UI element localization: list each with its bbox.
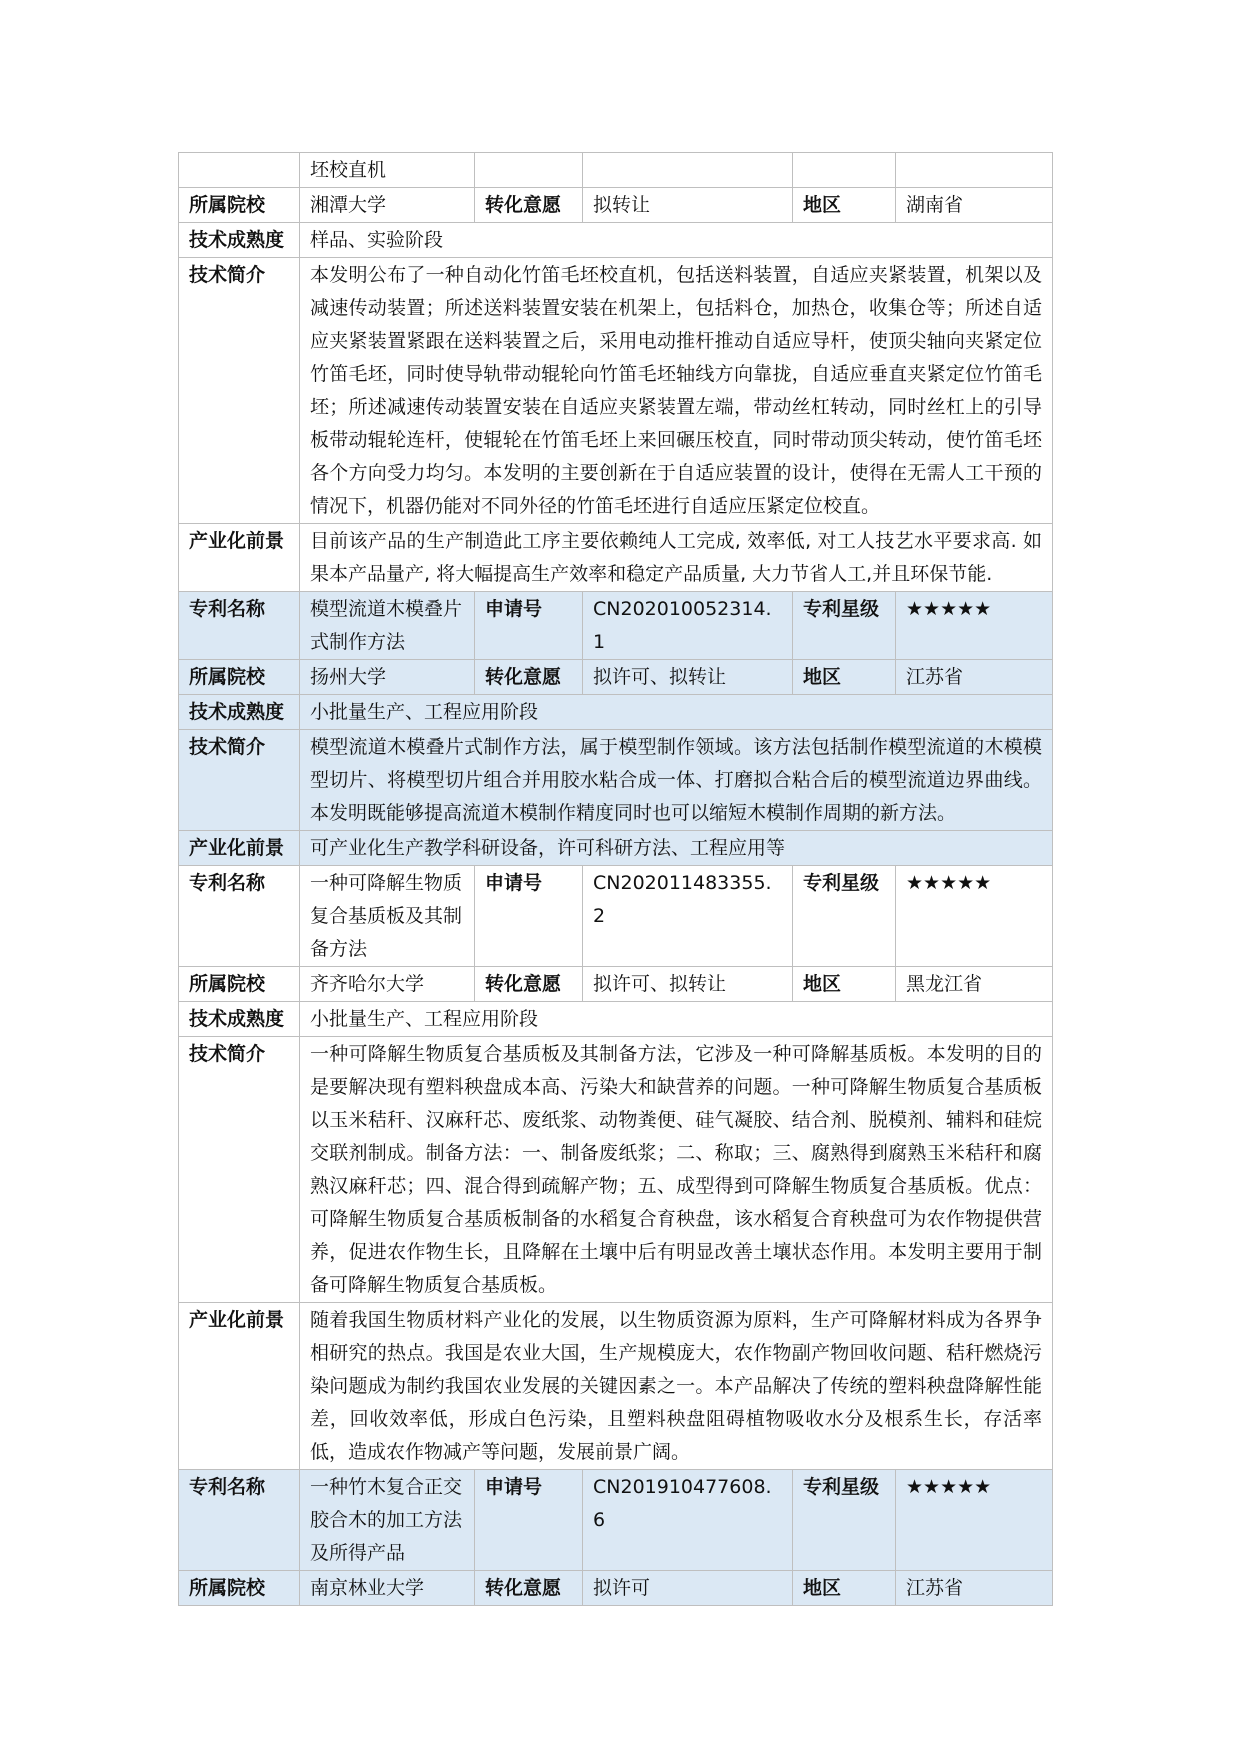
region-label: 地区 — [793, 188, 896, 223]
patent-3-stars: ★★★★★ — [896, 866, 1053, 967]
patent-stars-label: 专利星级 — [793, 1470, 896, 1571]
summary-label: 技术简介 — [179, 730, 300, 831]
application-no-label: 申请号 — [475, 866, 583, 967]
patent-2-prospects-row — [179, 831, 1053, 866]
patent-2-region: 江苏省 — [896, 660, 1053, 695]
patent-1-summary-row — [179, 258, 1053, 524]
region-label: 地区 — [793, 967, 896, 1002]
patent-3-application-no: CN202011483355.2 — [583, 866, 793, 967]
patent-2-stars: ★★★★★ — [896, 592, 1053, 660]
patent-1-summary: 本发明公布了一种自动化竹笛毛坯校直机，包括送料装置，自适应夹紧装置，机架以及减速传动装置；所述送料装置安装在机架上，包括料仓，加热仓，收集仓等；所述自适应夹紧装置紧跟在送料装置之后，采用电动推杆推动自适应导杆，使顶尖轴向夹紧定位竹笛毛坯，同时使导轨带动辊轮向竹笛毛坯轴线方向靠拢，自适应垂直夹紧定位竹笛毛坯；所述减速传动装置安装在自适应夹紧装置左端，带动丝杠转动，同时丝杠上的引导板带动辊轮连杆，使辊轮在竹笛毛坯上来回碾压校直，同时带动顶尖转动，使竹笛毛坯各个方向受力均匀。本发明的主要创新在于自适应装置的设计，使得在无需人工干预的情况下，机器仍能对不同外径的竹笛毛坯进行自适应压紧定位校直。 — [300, 258, 1053, 524]
patent-4-region: 江苏省 — [896, 1571, 1053, 1606]
empty-cell — [475, 153, 583, 188]
patent-3-summary-row — [179, 1037, 1053, 1303]
patent-1-region: 湖南省 — [896, 188, 1053, 223]
patent-1-name-tail: 坯校直机 — [300, 153, 475, 188]
patent-1-maturity: 样品、实验阶段 — [300, 223, 1053, 258]
patent-2-prospects: 可产业化生产教学科研设备，许可科研方法、工程应用等 — [300, 831, 1053, 866]
patent-stars-label: 专利星级 — [793, 866, 896, 967]
empty-cell — [583, 153, 793, 188]
patent-4-application-no: CN201910477608.6 — [583, 1470, 793, 1571]
patent-3-maturity-row — [179, 1002, 1053, 1037]
patent-3-maturity: 小批量生产、工程应用阶段 — [300, 1002, 1053, 1037]
patent-1-transfer-intent: 拟转让 — [583, 188, 793, 223]
patent-2-summary-row — [179, 730, 1053, 831]
patent-1-maturity-row — [179, 223, 1053, 258]
patent-2-school-row — [179, 660, 1053, 695]
patent-name-label: 专利名称 — [179, 592, 300, 660]
summary-label: 技术简介 — [179, 258, 300, 524]
patent-name-label: 专利名称 — [179, 866, 300, 967]
prospects-label: 产业化前景 — [179, 831, 300, 866]
patent-2-summary: 模型流道木模叠片式制作方法，属于模型制作领域。该方法包括制作模型流道的木模模型切片、将模型切片组合并用胶水粘合成一体、打磨拟合粘合后的模型流道边界曲线。本发明既能够提高流道木模制作精度同时也可以缩短木模制作周期的新方法。 — [300, 730, 1053, 831]
patent-3-summary: 一种可降解生物质复合基质板及其制备方法，它涉及一种可降解基质板。本发明的目的是要解决现有塑料秧盘成本高、污染大和缺营养的问题。一种可降解生物质复合基质板以玉米秸秆、汉麻秆芯、废纸浆、动物粪便、硅气凝胶、结合剂、脱模剂、辅料和硅烷交联剂制成。制备方法：一、制备废纸浆；二、称取；三、腐熟得到腐熟玉米秸秆和腐熟汉麻秆芯；四、混合得到疏解产物；五、成型得到可降解生物质复合基质板。优点：可降解生物质复合基质板制备的水稻复合育秧盘，该水稻复合育秧盘可为农作物提供营养，促进农作物生长，且降解在土壤中后有明显改善土壤状态作用。本发明主要用于制备可降解生物质复合基质板。 — [300, 1037, 1053, 1303]
patent-4-school-row — [179, 1571, 1053, 1606]
university-label: 所属院校 — [179, 967, 300, 1002]
maturity-label: 技术成熟度 — [179, 1002, 300, 1037]
transfer-intent-label: 转化意愿 — [475, 188, 583, 223]
summary-label: 技术简介 — [179, 1037, 300, 1303]
university-label: 所属院校 — [179, 188, 300, 223]
patent-1-school-row — [179, 188, 1053, 223]
patent-3-school-row — [179, 967, 1053, 1002]
application-no-label: 申请号 — [475, 1470, 583, 1571]
patent-1-prospects: 目前该产品的生产制造此工序主要依赖纯人工完成, 效率低, 对工人技艺水平要求高. 如果本产品量产, 将大幅提高生产效率和稳定产品质量, 大力节省人工,并且环保节能. — [300, 524, 1053, 592]
patent-3-university: 齐齐哈尔大学 — [300, 967, 475, 1002]
maturity-label: 技术成熟度 — [179, 695, 300, 730]
patent-stars-label: 专利星级 — [793, 592, 896, 660]
region-label: 地区 — [793, 660, 896, 695]
patent-4-transfer-intent: 拟许可 — [583, 1571, 793, 1606]
patent-1-name-row — [179, 153, 1053, 188]
patent-2-maturity: 小批量生产、工程应用阶段 — [300, 695, 1053, 730]
patent-3-region: 黑龙江省 — [896, 967, 1053, 1002]
patent-3-name-row — [179, 866, 1053, 967]
university-label: 所属院校 — [179, 1571, 300, 1606]
patent-1-university: 湘潭大学 — [300, 188, 475, 223]
patent-4-stars: ★★★★★ — [896, 1470, 1053, 1571]
university-label: 所属院校 — [179, 660, 300, 695]
patent-table — [178, 152, 1053, 1606]
patent-2-name: 模型流道木模叠片式制作方法 — [300, 592, 475, 660]
patent-3-name: 一种可降解生物质复合基质板及其制备方法 — [300, 866, 475, 967]
patent-1-prospects-row — [179, 524, 1053, 592]
maturity-label: 技术成熟度 — [179, 223, 300, 258]
transfer-intent-label: 转化意愿 — [475, 1571, 583, 1606]
patent-name-label: 专利名称 — [179, 1470, 300, 1571]
region-label: 地区 — [793, 1571, 896, 1606]
empty-cell — [793, 153, 896, 188]
patent-2-maturity-row — [179, 695, 1053, 730]
transfer-intent-label: 转化意愿 — [475, 967, 583, 1002]
application-no-label: 申请号 — [475, 592, 583, 660]
patent-4-name-row — [179, 1470, 1053, 1571]
empty-cell — [179, 153, 300, 188]
prospects-label: 产业化前景 — [179, 524, 300, 592]
transfer-intent-label: 转化意愿 — [475, 660, 583, 695]
patent-3-prospects: 随着我国生物质材料产业化的发展，以生物质资源为原料，生产可降解材料成为各界争相研究的热点。我国是农业大国，生产规模庞大，农作物副产物回收问题、秸秆燃烧污染问题成为制约我国农业发展的关键因素之一。本产品解决了传统的塑料秧盘降解性能差，回收效率低，形成白色污染，且塑料秧盘阻碍植物吸收水分及根系生长，存活率低，造成农作物减产等问题，发展前景广阔。 — [300, 1303, 1053, 1470]
prospects-label: 产业化前景 — [179, 1303, 300, 1470]
patent-2-application-no: CN202010052314.1 — [583, 592, 793, 660]
empty-cell — [896, 153, 1053, 188]
patent-4-name: 一种竹木复合正交胶合木的加工方法及所得产品 — [300, 1470, 475, 1571]
patent-3-transfer-intent: 拟许可、拟转让 — [583, 967, 793, 1002]
patent-3-prospects-row — [179, 1303, 1053, 1470]
patent-2-university: 扬州大学 — [300, 660, 475, 695]
patent-2-transfer-intent: 拟许可、拟转让 — [583, 660, 793, 695]
patent-2-name-row — [179, 592, 1053, 660]
patent-4-university: 南京林业大学 — [300, 1571, 475, 1606]
